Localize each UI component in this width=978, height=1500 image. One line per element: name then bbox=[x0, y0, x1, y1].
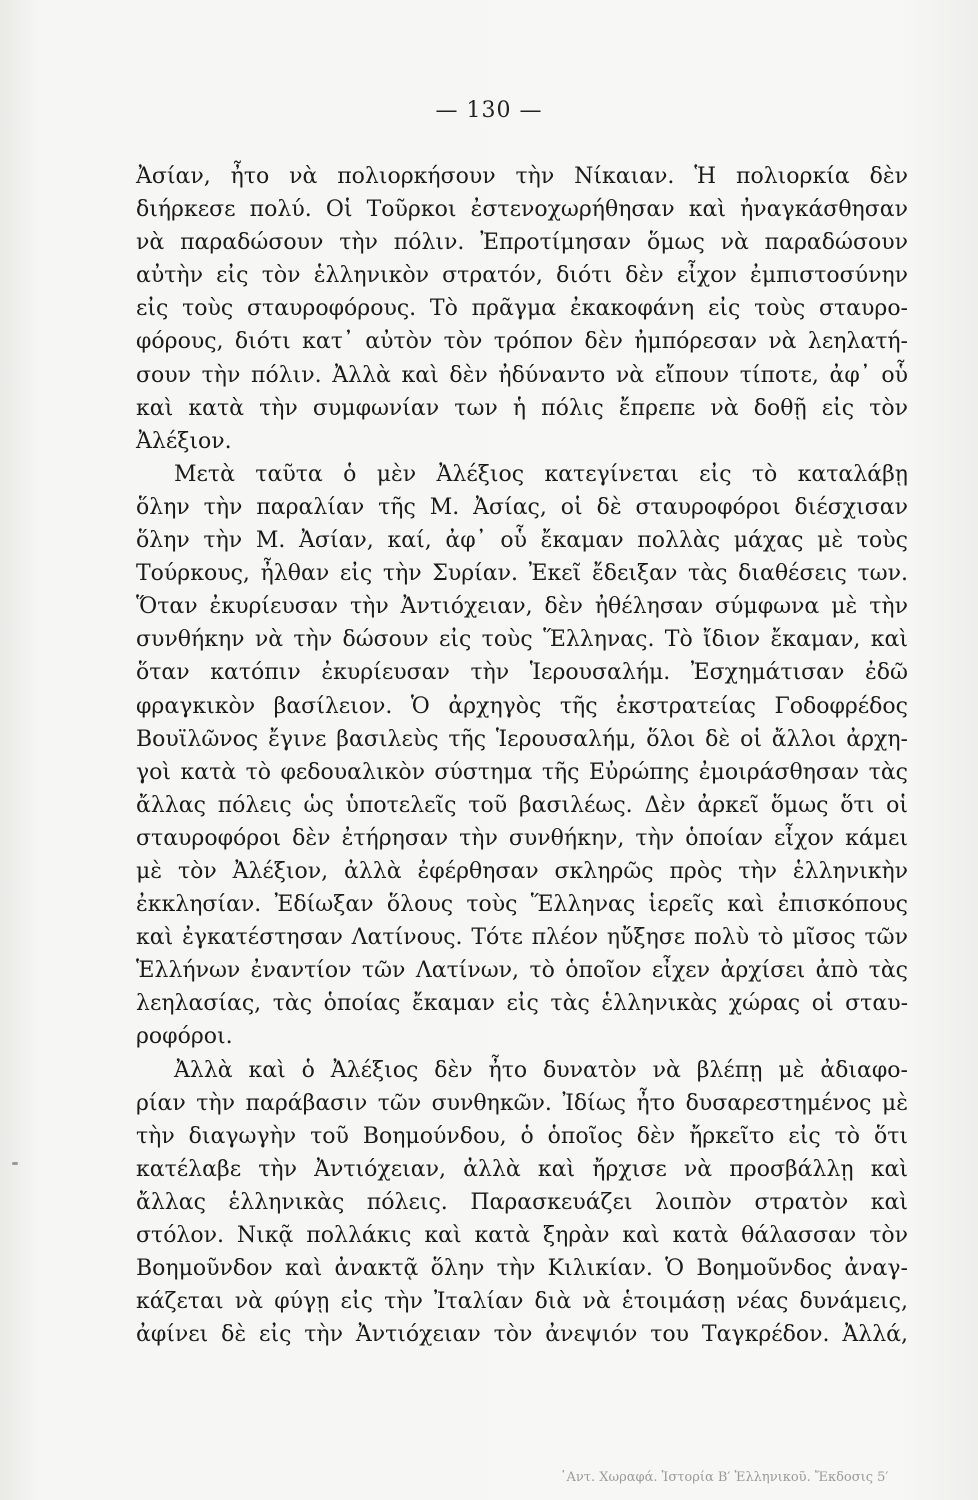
text-line: γοὶ κατὰ τὸ φεδουαλικὸν σύστημα τῆς Εὐρώπης ἐμοιράσθησαν τὰς bbox=[136, 759, 908, 785]
text-line: καὶ ἐγκατέστησαν Λατίνους. Τότε πλέον ηὔξησε πολὺ τὸ μῖσος τῶν bbox=[136, 925, 908, 951]
text-line: μὲ τὸν Ἀλέξιον, ἀλλὰ ἐφέρθησαν σκληρῶς πρὸς τὴν ἑλληνικὴν bbox=[136, 858, 908, 884]
text-line: κατέλαβε τὴν Ἀντιόχειαν, ἀλλὰ καὶ ἤρχισε νὰ προσβάλλῃ καὶ bbox=[136, 1156, 908, 1182]
text-line: φόρους, διότι κατ᾽ αὐτὸν τὸν τρόπον δὲν ἠμπόρεσαν νὰ λεηλατή- bbox=[136, 329, 908, 355]
text-line: Βοημοῦνδον καὶ ἀνακτᾷ ὅλην τὴν Κιλικίαν. Ὁ Βοημοῦνδος ἀναγ- bbox=[136, 1256, 908, 1282]
margin-speck bbox=[12, 1162, 18, 1165]
text-line: ὅλην τὴν παραλίαν τῆς Μ. Ἀσίας, οἱ δὲ σταυροφόροι διέσχισαν bbox=[136, 494, 908, 520]
text-line: συνθήκην νὰ τὴν δώσουν εἰς τοὺς Ἕλληνας. Τὸ ἴδιον ἔκαμαν, καὶ bbox=[136, 627, 908, 653]
text-line: Ὅταν ἐκυρίευσαν τὴν Ἀντιόχειαν, δὲν ἠθέλησαν σύμφωνα μὲ τὴν bbox=[136, 594, 908, 620]
text-line: λεηλασίας, τὰς ὁποίας ἔκαμαν εἰς τὰς ἑλληνικὰς χώρας οἱ σταυ- bbox=[136, 991, 908, 1017]
text-line: ροφόροι. bbox=[136, 1024, 233, 1050]
bleed-through-footer: ᾽Αντ. Χωραφά. Ἱστορία Β′ Ἑλληνικοῦ. Ἔκδοσις 5′ bbox=[560, 1470, 889, 1485]
text-line: Ἑλλήνων ἐναντίον τῶν Λατίνων, τὸ ὁποῖον εἶχεν ἀρχίσει ἀπὸ τὰς bbox=[136, 958, 908, 984]
body-text bbox=[136, 160, 908, 1351]
text-line: αὐτὴν εἰς τὸν ἑλληνικὸν στρατόν, διότι δὲν εἶχον ἐμπιστοσύνην bbox=[136, 263, 908, 289]
text-line: καὶ κατὰ τὴν συμφωνίαν των ἡ πόλις ἔπρεπε νὰ δοθῇ εἰς τὸν bbox=[136, 395, 908, 421]
text-line: εἰς τοὺς σταυροφόρους. Τὸ πρᾶγμα ἐκακοφάνη εἰς τοὺς σταυρο- bbox=[136, 296, 908, 322]
text-line: Ἀσίαν, ἦτο νὰ πολιορκήσουν τὴν Νίκαιαν. Ἡ πολιορκία δὲν bbox=[136, 164, 908, 189]
text-line: ἀφίνει δὲ εἰς τὴν Ἀντιόχειαν τὸν ἀνεψιόν του Ταγκρέδον. Ἀλλά, bbox=[136, 1322, 908, 1348]
text-line: ἄλλας ἑλληνικὰς πόλεις. Παρασκευάζει λοιπὸν στρατὸν καὶ bbox=[136, 1189, 908, 1215]
text-line: φραγκικὸν βασίλειον. Ὁ ἀρχηγὸς τῆς ἐκστρατείας Γοδοφρέδος bbox=[136, 693, 908, 719]
text-line: σουν τὴν πόλιν. Ἀλλὰ καὶ δὲν ἠδύναντο νὰ εἴπουν τίποτε, ἀφ᾽ οὗ bbox=[136, 362, 908, 388]
text-line: ἄλλας πόλεις ὡς ὑποτελεῖς τοῦ βασιλέως. Δὲν ἀρκεῖ ὅμως ὅτι οἱ bbox=[136, 792, 908, 818]
text-line: τὴν διαγωγὴν τοῦ Βοημούνδου, ὁ ὁποῖος δὲν ἤρκεῖτο εἰς τὸ ὅτι bbox=[136, 1123, 908, 1149]
text-line: σταυροφόροι δὲν ἐτήρησαν τὴν συνθήκην, τὴν ὁποίαν εἶχον κάμει bbox=[136, 825, 908, 851]
text-line: Ἀλέξιον. bbox=[136, 428, 232, 454]
text-line: στόλον. Νικᾷ πολλάκις καὶ κατὰ ξηρὰν καὶ κατὰ θάλασσαν τὸν bbox=[136, 1223, 908, 1248]
text-line: διήρκεσε πολύ. Οἱ Τοῦρκοι ἐστενοχωρήθησαν καὶ ἠναγκάσθησαν bbox=[136, 197, 908, 223]
text-line: Μετὰ ταῦτα ὁ μὲν Ἀλέξιος κατεγίνεται εἰς τὸ καταλάβῃ bbox=[174, 461, 908, 487]
text-line: Βουϊλῶνος ἔγινε βασιλεὺς τῆς Ἱερουσαλήμ, ὅλοι δὲ οἱ ἄλλοι ἀρχη- bbox=[136, 726, 908, 752]
text-line: Ἀλλὰ καὶ ὁ Ἀλέξιος δὲν ἦτο δυνατὸν νὰ βλέπῃ μὲ ἀδιαφο- bbox=[174, 1057, 908, 1083]
page-number: — 130 — bbox=[435, 98, 543, 123]
text-line: Τούρκους, ἦλθαν εἰς τὴν Συρίαν. Ἐκεῖ ἔδειξαν τὰς διαθέσεις των. bbox=[136, 561, 908, 587]
text-line: νὰ παραδώσουν τὴν πόλιν. Ἐπροτίμησαν ὅμως νὰ παραδώσουν bbox=[136, 230, 908, 256]
text-line: ὅλην τὴν Μ. Ἀσίαν, καί, ἀφ᾽ οὗ ἔκαμαν πολλὰς μάχας μὲ τοὺς bbox=[136, 528, 908, 554]
text-line: ρίαν τὴν παράβασιν τῶν συνθηκῶν. Ἰδίως ἦτο δυσαρεστημένος μὲ bbox=[136, 1090, 908, 1116]
text-line: ὅταν κατόπιν ἐκυρίευσαν τὴν Ἱερουσαλήμ. Ἐσχημάτισαν ἐδῶ bbox=[136, 660, 908, 686]
text-line: ἐκκλησίαν. Ἐδίωξαν ὅλους τοὺς Ἕλληνας ἱερεῖς καὶ ἐπισκόπους bbox=[136, 892, 908, 918]
text-line: κάζεται νὰ φύγῃ εἰς τὴν Ἰταλίαν διὰ νὰ ἑτοιμάσῃ νέας δυνάμεις, bbox=[136, 1289, 908, 1315]
